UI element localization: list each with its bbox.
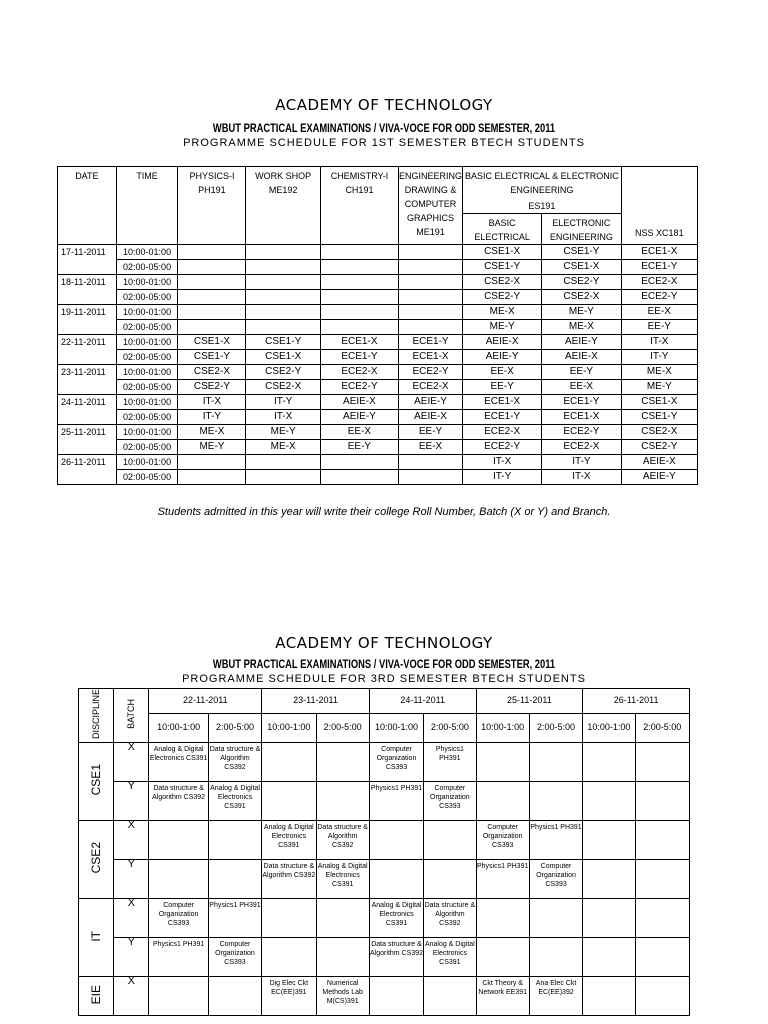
schedule-row (58, 395, 698, 410)
batch-cell: IT-X (621, 335, 697, 350)
date-cell: 25-11-2011 (58, 425, 117, 455)
batch-cell: CSE2-Y (621, 440, 697, 455)
batch-cell: ME-X (621, 365, 697, 380)
header-date-3: 24-11-2011 (369, 689, 476, 714)
batch-cell (246, 260, 320, 275)
batch-cell: CSE2-Y (463, 290, 542, 305)
batch-cell: AEIE-Y (621, 470, 697, 485)
batch-cell: EE-X (621, 305, 697, 320)
subject-cell: Physics1 PH391 (529, 821, 582, 860)
header-electronic: ELECTRONIC ENGINEERING (542, 214, 621, 245)
batch-cell: IT-X (542, 470, 621, 485)
time-cell: 02:00-05:00 (116, 290, 178, 305)
batch-cell (320, 260, 398, 275)
batch-cell: EE-Y (320, 440, 398, 455)
batch-cell: CSE1-Y (621, 410, 697, 425)
subject-cell: Data structure & Algorithm CS392 (369, 938, 423, 977)
subject-cell: Data structure & Algorithm CS392 (316, 821, 369, 860)
batch-cell: ECE1-Y (621, 260, 697, 275)
batch-cell (246, 245, 320, 260)
batch-cell: IT-X (178, 395, 246, 410)
batch-cell (399, 305, 463, 320)
subject-cell (424, 860, 476, 899)
subject-cell (149, 821, 208, 860)
batch-cell: AEIE-X (463, 335, 542, 350)
batch-cell: Y (114, 782, 149, 821)
batch-cell: ECE2-Y (621, 290, 697, 305)
batch-cell: ECE2-X (542, 440, 621, 455)
batch-cell: EE-Y (621, 320, 697, 335)
time-cell: 02:00-05:00 (116, 260, 178, 275)
subject-cell (262, 743, 316, 782)
slot-afternoon: 2:00-5:00 (208, 713, 261, 742)
batch-cell: AEIE-Y (463, 350, 542, 365)
batch-cell: CSE2-X (463, 275, 542, 290)
schedule-row (58, 245, 698, 260)
batch-cell: X (114, 743, 149, 782)
batch-cell (320, 275, 398, 290)
batch-cell: ECE1-X (621, 245, 697, 260)
batch-cell: ECE1-X (320, 335, 398, 350)
batch-cell: ME-X (246, 440, 320, 455)
schedule-caption: PROGRAMME SCHEDULE FOR 1ST SEMESTER BTECH STUDENTS (183, 137, 585, 149)
date-cell: 26-11-2011 (58, 455, 117, 485)
schedule-row (58, 425, 698, 440)
schedule-row (58, 380, 698, 395)
time-cell: 10:00-01:00 (116, 245, 178, 260)
subject-cell: Physics1 PH391 (476, 860, 529, 899)
subject-cell (208, 977, 261, 1016)
batch-cell (178, 320, 246, 335)
batch-cell: IT-X (246, 410, 320, 425)
subject-cell (635, 938, 689, 977)
date-cell: 19-11-2011 (58, 305, 117, 335)
exam-title-2: WBUT PRACTICAL EXAMINATIONS / VIVA-VOCE FOR ODD SEMESTER, 2011 (212, 657, 556, 671)
schedule-row (58, 350, 698, 365)
schedule-row (58, 260, 698, 275)
batch-cell: EE-Y (463, 380, 542, 395)
date-cell: 24-11-2011 (58, 395, 117, 425)
batch-cell: ME-Y (178, 440, 246, 455)
batch-cell: CSE2-X (178, 365, 246, 380)
discipline-row (79, 977, 690, 1016)
batch-cell: ME-Y (463, 320, 542, 335)
slot-afternoon: 2:00-5:00 (635, 713, 689, 742)
batch-cell: IT-Y (246, 395, 320, 410)
header-nss: NSS XC181 (621, 167, 697, 245)
subject-cell: Computer Organization CS393 (208, 938, 261, 977)
subject-cell (262, 782, 316, 821)
batch-cell (320, 305, 398, 320)
subject-cell (424, 977, 476, 1016)
batch-cell: ME-Y (621, 380, 697, 395)
subject-cell (424, 821, 476, 860)
slot-morning: 10:00-1:00 (476, 713, 529, 742)
time-cell: 10:00-01:00 (116, 305, 178, 320)
schedule-row (58, 470, 698, 485)
batch-cell: ECE1-X (463, 395, 542, 410)
discipline-row (79, 899, 690, 938)
batch-cell: X (114, 899, 149, 938)
batch-cell (246, 320, 320, 335)
time-cell: 10:00-01:00 (116, 395, 178, 410)
time-cell: 10:00-01:00 (116, 455, 178, 470)
batch-cell: ECE2-X (399, 380, 463, 395)
discipline-row (79, 743, 690, 782)
batch-cell: AEIE-X (399, 410, 463, 425)
subject-cell: Ckt Theory & Network EE391 (476, 977, 529, 1016)
discipline-cell: CSE1 (79, 743, 114, 821)
batch-cell: Y (114, 860, 149, 899)
header-chemistry: CHEMISTRY-I CH191 (320, 167, 398, 245)
batch-cell (178, 245, 246, 260)
subject-cell: Data structure & Algorithm CS392 (262, 860, 316, 899)
batch-cell: EE-X (399, 440, 463, 455)
time-cell: 10:00-01:00 (116, 365, 178, 380)
batch-cell: CSE2-X (542, 290, 621, 305)
batch-cell: IT-Y (463, 470, 542, 485)
subject-cell (262, 938, 316, 977)
date-cell: 22-11-2011 (58, 335, 117, 365)
batch-cell: ECE1-X (399, 350, 463, 365)
batch-cell: ME-Y (246, 425, 320, 440)
discipline-cell: IT (79, 899, 114, 977)
batch-cell (178, 470, 246, 485)
subject-cell (635, 743, 689, 782)
subject-cell (476, 938, 529, 977)
time-cell: 02:00-05:00 (116, 350, 178, 365)
batch-cell: ECE2-X (621, 275, 697, 290)
header-discipline: DISCIPLINE (79, 689, 114, 743)
subject-cell: Physics1 PH391 (149, 938, 208, 977)
batch-cell (178, 305, 246, 320)
subject-cell: Analog & Digital Electronics CS391 (424, 938, 476, 977)
subject-cell: Computer Organization CS393 (424, 782, 476, 821)
schedule-row (58, 365, 698, 380)
discipline-cell: CSE2 (79, 821, 114, 899)
time-cell: 02:00-05:00 (116, 470, 178, 485)
slot-afternoon: 2:00-5:00 (316, 713, 369, 742)
batch-cell: Y (114, 938, 149, 977)
subject-cell (476, 782, 529, 821)
batch-cell (399, 245, 463, 260)
batch-cell (399, 320, 463, 335)
time-cell: 10:00-01:00 (116, 335, 178, 350)
batch-cell: ME-X (178, 425, 246, 440)
header-date-4: 25-11-2011 (476, 689, 583, 714)
batch-cell: EE-Y (542, 365, 621, 380)
time-cell: 10:00-01:00 (116, 275, 178, 290)
discipline-row (79, 860, 690, 899)
batch-cell: ECE2-Y (463, 440, 542, 455)
batch-cell: ECE1-Y (463, 410, 542, 425)
institute-title: ACADEMY OF TECHNOLOGY (275, 96, 493, 114)
date-cell: 18-11-2011 (58, 275, 117, 305)
header-basic-electrical: BASIC ELECTRICAL (463, 214, 542, 245)
batch-cell: EE-X (542, 380, 621, 395)
schedule-row (58, 455, 698, 470)
subject-cell (529, 782, 582, 821)
batch-cell: CSE1-X (246, 350, 320, 365)
batch-cell (399, 455, 463, 470)
batch-cell: ECE2-X (463, 425, 542, 440)
discipline-row (79, 782, 690, 821)
subject-cell (635, 899, 689, 938)
subject-cell: Analog & Digital Electronics CS391 (149, 743, 208, 782)
batch-cell: EE-X (463, 365, 542, 380)
subject-cell: Data structure & Algorithm CS392 (424, 899, 476, 938)
header-date-1: 22-11-2011 (149, 689, 262, 714)
slot-morning: 10:00-1:00 (583, 713, 635, 742)
batch-cell (246, 275, 320, 290)
subject-cell (583, 977, 635, 1016)
header-drawing: ENGINEERING DRAWING & COMPUTER GRAPHICS ME191 (399, 167, 463, 245)
batch-cell (246, 455, 320, 470)
subject-cell (316, 782, 369, 821)
batch-cell: ECE2-X (320, 365, 398, 380)
batch-cell (178, 275, 246, 290)
batch-cell: CSE2-X (246, 380, 320, 395)
batch-cell: ECE1-Y (399, 335, 463, 350)
batch-cell: IT-Y (178, 410, 246, 425)
subject-cell: Analog & Digital Electronics CS391 (316, 860, 369, 899)
header-date-2: 23-11-2011 (262, 689, 370, 714)
slot-afternoon: 2:00-5:00 (424, 713, 476, 742)
header-batch: BATCH (114, 689, 149, 743)
subject-cell: Data structure & Algorithm CS392 (149, 782, 208, 821)
batch-cell (320, 320, 398, 335)
subject-cell (529, 899, 582, 938)
schedule-row (58, 440, 698, 455)
schedule-row (58, 305, 698, 320)
slot-morning: 10:00-1:00 (149, 713, 208, 742)
subject-cell (583, 782, 635, 821)
discipline-cell: EIE (79, 977, 114, 1016)
batch-cell: ECE2-Y (399, 365, 463, 380)
batch-cell: AEIE-X (320, 395, 398, 410)
batch-cell: ME-Y (542, 305, 621, 320)
batch-cell: AEIE-Y (320, 410, 398, 425)
header-basic-elec: BASIC ELECTRICAL & ELECTRONIC ENGINEERING (463, 167, 622, 198)
batch-cell: CSE1-X (463, 245, 542, 260)
third-semester-schedule-table (78, 688, 690, 1016)
discipline-row (79, 938, 690, 977)
batch-cell: ECE2-Y (542, 425, 621, 440)
header-workshop: WORK SHOP ME192 (246, 167, 320, 245)
subject-cell (369, 821, 423, 860)
batch-cell (399, 290, 463, 305)
exam-title: WBUT PRACTICAL EXAMINATIONS / VIVA-VOCE FOR ODD SEMESTER, 2011 (212, 121, 556, 135)
batch-cell: IT-Y (621, 350, 697, 365)
subject-cell: Physics1 PH391 (208, 899, 261, 938)
subject-cell (583, 938, 635, 977)
schedule-row (58, 335, 698, 350)
subject-cell: Physics1 PH391 (424, 743, 476, 782)
batch-cell: ME-X (463, 305, 542, 320)
header-basic-elec-code: ES191 (463, 197, 622, 214)
batch-cell (246, 290, 320, 305)
batch-cell: AEIE-Y (399, 395, 463, 410)
batch-cell (320, 470, 398, 485)
institute-title-2: ACADEMY OF TECHNOLOGY (275, 634, 493, 652)
subject-cell: Computer Organization CS393 (149, 899, 208, 938)
time-cell: 02:00-05:00 (116, 320, 178, 335)
subject-cell: Analog & Digital Electronics CS391 (208, 782, 261, 821)
date-cell: 17-11-2011 (58, 245, 117, 275)
batch-cell: CSE2-Y (246, 365, 320, 380)
slot-morning: 10:00-1:00 (262, 713, 316, 742)
batch-cell (320, 245, 398, 260)
batch-cell: ECE1-X (542, 410, 621, 425)
subject-cell (208, 860, 261, 899)
batch-cell (320, 290, 398, 305)
subject-cell: Data structure & Algorithm CS392 (208, 743, 261, 782)
discipline-row (79, 821, 690, 860)
date-cell: 23-11-2011 (58, 365, 117, 395)
batch-cell: ME-X (542, 320, 621, 335)
batch-cell: CSE2-Y (178, 380, 246, 395)
subject-cell (583, 899, 635, 938)
batch-cell (399, 470, 463, 485)
subject-cell (316, 938, 369, 977)
batch-cell (246, 470, 320, 485)
subject-cell (635, 977, 689, 1016)
schedule-caption-2: PROGRAMME SCHEDULE FOR 3RD SEMESTER BTECH STUDENTS (182, 673, 586, 685)
batch-cell: AEIE-Y (542, 335, 621, 350)
batch-cell: CSE1-Y (463, 260, 542, 275)
batch-cell (246, 305, 320, 320)
instructions-note: Students admitted in this year will write their college Roll Number, Batch (X or Y) and Branch. (157, 506, 611, 518)
time-cell: 02:00-05:00 (116, 380, 178, 395)
time-cell: 10:00-01:00 (116, 425, 178, 440)
subject-cell (583, 821, 635, 860)
batch-cell: ECE1-Y (542, 395, 621, 410)
batch-cell: IT-Y (542, 455, 621, 470)
subject-cell (635, 860, 689, 899)
header-date: DATE (58, 167, 117, 245)
schedule-row (58, 410, 698, 425)
subject-cell: Dig Elec Ckt EC(EE)391 (262, 977, 316, 1016)
batch-cell: X (114, 821, 149, 860)
batch-cell: CSE1-Y (178, 350, 246, 365)
subject-cell: Computer Organization CS393 (369, 743, 423, 782)
batch-cell (178, 290, 246, 305)
header-physics: PHYSICS-I PH191 (178, 167, 246, 245)
first-semester-schedule-table (57, 166, 698, 485)
subject-cell (262, 899, 316, 938)
batch-cell: EE-Y (399, 425, 463, 440)
batch-cell: AEIE-X (621, 455, 697, 470)
subject-cell: Computer Organization CS393 (476, 821, 529, 860)
schedule-row (58, 275, 698, 290)
subject-cell (529, 938, 582, 977)
batch-cell: CSE1-X (542, 260, 621, 275)
header-time: TIME (116, 167, 178, 245)
subject-cell (369, 977, 423, 1016)
subject-cell (476, 899, 529, 938)
batch-cell: EE-X (320, 425, 398, 440)
schedule-row (58, 320, 698, 335)
schedule-row (58, 290, 698, 305)
time-cell: 02:00-05:00 (116, 440, 178, 455)
subject-cell (149, 977, 208, 1016)
batch-cell: CSE1-Y (246, 335, 320, 350)
batch-cell: CSE1-Y (542, 245, 621, 260)
subject-cell (635, 782, 689, 821)
subject-cell: Ana Elec Ckt EC(EE)392 (529, 977, 582, 1016)
header-date-5: 26-11-2011 (583, 689, 690, 714)
subject-cell (316, 899, 369, 938)
subject-cell (316, 743, 369, 782)
batch-cell (320, 455, 398, 470)
subject-cell: Analog & Digital Electronics CS391 (262, 821, 316, 860)
batch-cell: AEIE-X (542, 350, 621, 365)
subject-cell (529, 743, 582, 782)
subject-cell (369, 860, 423, 899)
subject-cell: Physics1 PH391 (369, 782, 423, 821)
subject-cell: Numerical Methods Lab M(CS)391 (316, 977, 369, 1016)
batch-cell: ECE1-Y (320, 350, 398, 365)
subject-cell: Analog & Digital Electronics CS391 (369, 899, 423, 938)
subject-cell: Computer Organization CS393 (529, 860, 582, 899)
batch-cell: CSE1-X (621, 395, 697, 410)
subject-cell (149, 860, 208, 899)
batch-cell: CSE1-X (178, 335, 246, 350)
batch-cell (178, 455, 246, 470)
slot-afternoon: 2:00-5:00 (529, 713, 582, 742)
subject-cell (583, 743, 635, 782)
batch-cell: ECE2-Y (320, 380, 398, 395)
batch-cell: X (114, 977, 149, 1016)
subject-cell (208, 821, 261, 860)
batch-cell (399, 275, 463, 290)
subject-cell (476, 743, 529, 782)
batch-cell: CSE2-Y (542, 275, 621, 290)
batch-cell (399, 260, 463, 275)
batch-cell: CSE2-X (621, 425, 697, 440)
time-cell: 02:00-05:00 (116, 410, 178, 425)
slot-morning: 10:00-1:00 (369, 713, 423, 742)
subject-cell (583, 860, 635, 899)
subject-cell (635, 821, 689, 860)
batch-cell (178, 260, 246, 275)
batch-cell: IT-X (463, 455, 542, 470)
